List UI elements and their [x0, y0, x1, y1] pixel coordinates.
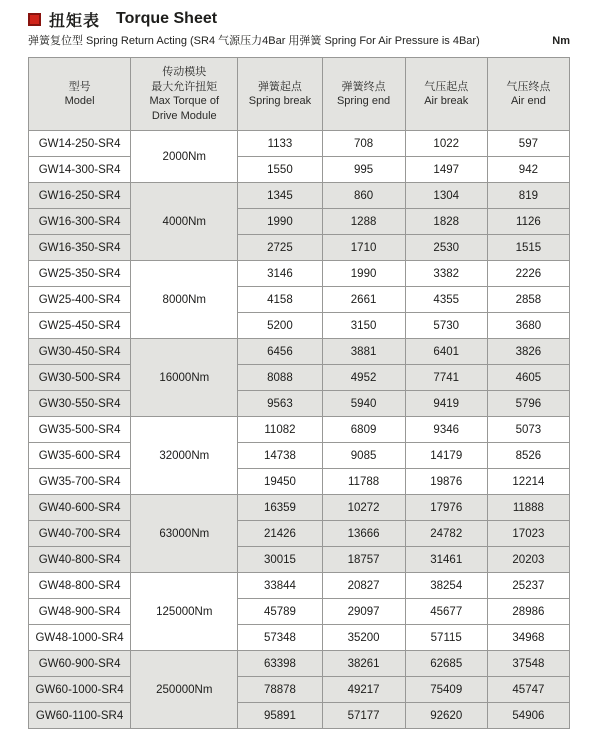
spring-end-cell: 6809	[322, 417, 405, 443]
torque-table	[28, 57, 570, 729]
air-break-cell: 57115	[405, 625, 487, 651]
spring-break-cell: 14738	[238, 443, 322, 469]
table-row	[29, 469, 570, 495]
page-title-en: Torque Sheet	[116, 10, 218, 27]
air-break-cell: 9346	[405, 417, 487, 443]
air-break-cell: 75409	[405, 677, 487, 703]
air-end-cell: 54906	[487, 703, 569, 729]
air-end-cell: 25237	[487, 573, 569, 599]
spring-break-cell: 1990	[238, 209, 322, 235]
spring-break-cell: 9563	[238, 391, 322, 417]
table-row	[29, 521, 570, 547]
spring-end-cell: 3881	[322, 339, 405, 365]
air-end-cell: 28986	[487, 599, 569, 625]
spring-end-cell: 10272	[322, 495, 405, 521]
model-cell: GW14-300-SR4	[29, 157, 131, 183]
model-cell: GW25-350-SR4	[29, 261, 131, 287]
spring-end-cell: 2661	[322, 287, 405, 313]
spring-end-cell: 35200	[322, 625, 405, 651]
spring-break-cell: 8088	[238, 365, 322, 391]
spring-end-cell: 995	[322, 157, 405, 183]
spring-break-cell: 4158	[238, 287, 322, 313]
max-torque-cell: 32000Nm	[131, 417, 238, 495]
spring-end-cell: 4952	[322, 365, 405, 391]
model-cell: GW30-550-SR4	[29, 391, 131, 417]
air-break-cell: 62685	[405, 651, 487, 677]
max-torque-cell: 2000Nm	[131, 131, 238, 183]
table-row	[29, 209, 570, 235]
table-row	[29, 339, 570, 365]
spring-end-cell: 1288	[322, 209, 405, 235]
table-row	[29, 131, 570, 157]
air-end-cell: 3680	[487, 313, 569, 339]
max-torque-cell: 63000Nm	[131, 495, 238, 573]
model-cell: GW16-300-SR4	[29, 209, 131, 235]
spring-break-cell: 78878	[238, 677, 322, 703]
model-cell: GW16-250-SR4	[29, 183, 131, 209]
max-torque-cell: 125000Nm	[131, 573, 238, 651]
air-end-cell: 4605	[487, 365, 569, 391]
model-cell: GW40-600-SR4	[29, 495, 131, 521]
air-end-cell: 34968	[487, 625, 569, 651]
air-break-cell: 7741	[405, 365, 487, 391]
air-break-cell: 2530	[405, 235, 487, 261]
model-cell: GW25-400-SR4	[29, 287, 131, 313]
air-end-cell: 20203	[487, 547, 569, 573]
col-header-max-torque: 传动模块 最大允许扭矩 Max Torque of Drive Module	[131, 58, 238, 131]
col-header-air-end: 气压终点 Air end	[487, 58, 569, 131]
col-header-model: 型号 Model	[29, 58, 131, 131]
table-row	[29, 547, 570, 573]
page-header	[28, 9, 570, 29]
model-cell: GW16-350-SR4	[29, 235, 131, 261]
spring-break-cell: 1133	[238, 131, 322, 157]
spring-end-cell: 5940	[322, 391, 405, 417]
air-break-cell: 6401	[405, 339, 487, 365]
spring-end-cell: 1990	[322, 261, 405, 287]
table-row	[29, 651, 570, 677]
air-break-cell: 1828	[405, 209, 487, 235]
table-row	[29, 313, 570, 339]
table-row	[29, 417, 570, 443]
spring-end-cell: 11788	[322, 469, 405, 495]
max-torque-cell: 250000Nm	[131, 651, 238, 729]
air-end-cell: 2226	[487, 261, 569, 287]
table-row	[29, 573, 570, 599]
air-end-cell: 37548	[487, 651, 569, 677]
table-header-row	[29, 58, 570, 131]
spring-break-cell: 19450	[238, 469, 322, 495]
air-end-cell: 1126	[487, 209, 569, 235]
air-break-cell: 92620	[405, 703, 487, 729]
air-break-cell: 1497	[405, 157, 487, 183]
spring-end-cell: 860	[322, 183, 405, 209]
spring-break-cell: 16359	[238, 495, 322, 521]
spring-end-cell: 18757	[322, 547, 405, 573]
col-header-spring-break: 弹簧起点 Spring break	[238, 58, 322, 131]
table-row	[29, 261, 570, 287]
max-torque-cell: 4000Nm	[131, 183, 238, 261]
air-end-cell: 11888	[487, 495, 569, 521]
air-break-cell: 5730	[405, 313, 487, 339]
table-row	[29, 599, 570, 625]
spring-break-cell: 2725	[238, 235, 322, 261]
col-header-air-break: 气压起点 Air break	[405, 58, 487, 131]
model-cell: GW60-900-SR4	[29, 651, 131, 677]
max-torque-cell: 8000Nm	[131, 261, 238, 339]
air-break-cell: 1022	[405, 131, 487, 157]
air-end-cell: 12214	[487, 469, 569, 495]
spring-end-cell: 29097	[322, 599, 405, 625]
table-row	[29, 365, 570, 391]
unit-label: Nm	[552, 35, 570, 47]
spring-break-cell: 57348	[238, 625, 322, 651]
air-break-cell: 38254	[405, 573, 487, 599]
air-end-cell: 5796	[487, 391, 569, 417]
table-row	[29, 391, 570, 417]
table-row	[29, 677, 570, 703]
spring-break-cell: 30015	[238, 547, 322, 573]
air-break-cell: 19876	[405, 469, 487, 495]
air-end-cell: 3826	[487, 339, 569, 365]
air-break-cell: 9419	[405, 391, 487, 417]
model-cell: GW35-500-SR4	[29, 417, 131, 443]
model-cell: GW40-800-SR4	[29, 547, 131, 573]
air-break-cell: 17976	[405, 495, 487, 521]
air-break-cell: 45677	[405, 599, 487, 625]
max-torque-cell: 16000Nm	[131, 339, 238, 417]
model-cell: GW60-1100-SR4	[29, 703, 131, 729]
spring-end-cell: 57177	[322, 703, 405, 729]
model-cell: GW35-700-SR4	[29, 469, 131, 495]
air-break-cell: 24782	[405, 521, 487, 547]
air-end-cell: 819	[487, 183, 569, 209]
table-row	[29, 235, 570, 261]
model-cell: GW30-500-SR4	[29, 365, 131, 391]
spring-end-cell: 1710	[322, 235, 405, 261]
spring-end-cell: 49217	[322, 677, 405, 703]
air-end-cell: 5073	[487, 417, 569, 443]
air-end-cell: 1515	[487, 235, 569, 261]
spring-end-cell: 9085	[322, 443, 405, 469]
table-header	[29, 58, 570, 131]
spring-end-cell: 708	[322, 131, 405, 157]
spring-break-cell: 6456	[238, 339, 322, 365]
table-row	[29, 443, 570, 469]
model-cell: GW14-250-SR4	[29, 131, 131, 157]
model-cell: GW25-450-SR4	[29, 313, 131, 339]
air-break-cell: 31461	[405, 547, 487, 573]
model-cell: GW60-1000-SR4	[29, 677, 131, 703]
col-header-spring-end: 弹簧终点 Spring end	[322, 58, 405, 131]
table-row	[29, 183, 570, 209]
air-end-cell: 45747	[487, 677, 569, 703]
table-row	[29, 287, 570, 313]
air-break-cell: 1304	[405, 183, 487, 209]
air-break-cell: 3382	[405, 261, 487, 287]
page-title-zh: 扭矩表	[49, 12, 101, 30]
spring-end-cell: 13666	[322, 521, 405, 547]
spring-break-cell: 63398	[238, 651, 322, 677]
page-subtitle-row	[28, 34, 570, 49]
table-row	[29, 157, 570, 183]
air-end-cell: 597	[487, 131, 569, 157]
table-row	[29, 625, 570, 651]
model-cell: GW30-450-SR4	[29, 339, 131, 365]
air-break-cell: 4355	[405, 287, 487, 313]
spring-break-cell: 3146	[238, 261, 322, 287]
spring-break-cell: 1345	[238, 183, 322, 209]
air-end-cell: 2858	[487, 287, 569, 313]
model-cell: GW48-800-SR4	[29, 573, 131, 599]
model-cell: GW48-900-SR4	[29, 599, 131, 625]
spring-end-cell: 20827	[322, 573, 405, 599]
spring-break-cell: 33844	[238, 573, 322, 599]
spring-break-cell: 1550	[238, 157, 322, 183]
spring-break-cell: 95891	[238, 703, 322, 729]
page-subtitle: 弹簧复位型 Spring Return Acting (SR4 气源压力4Bar 用弹簧 Spring For Air Pressure is 4Bar)	[28, 35, 480, 47]
spring-break-cell: 45789	[238, 599, 322, 625]
table-body	[29, 131, 570, 729]
model-cell: GW35-600-SR4	[29, 443, 131, 469]
air-end-cell: 942	[487, 157, 569, 183]
spring-end-cell: 3150	[322, 313, 405, 339]
air-end-cell: 8526	[487, 443, 569, 469]
model-cell: GW48-1000-SR4	[29, 625, 131, 651]
spring-end-cell: 38261	[322, 651, 405, 677]
red-square-marker-icon	[28, 13, 41, 26]
table-row	[29, 703, 570, 729]
model-cell: GW40-700-SR4	[29, 521, 131, 547]
air-break-cell: 14179	[405, 443, 487, 469]
air-end-cell: 17023	[487, 521, 569, 547]
spring-break-cell: 21426	[238, 521, 322, 547]
table-row	[29, 495, 570, 521]
spring-break-cell: 5200	[238, 313, 322, 339]
spring-break-cell: 11082	[238, 417, 322, 443]
